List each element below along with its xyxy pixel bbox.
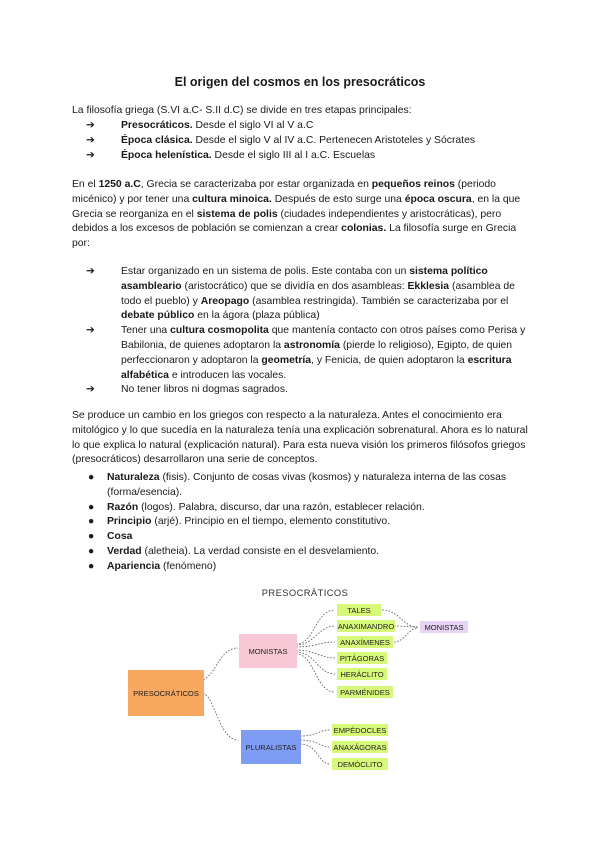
list-item: ● Apariencia (fenómeno) bbox=[72, 560, 532, 575]
bullet-icon: ● bbox=[88, 560, 95, 572]
list-item: ➔ Época helenística. Desde el siglo III al I a.C. Escuelas bbox=[86, 149, 536, 164]
root-node: PRESOCRÁTICOS bbox=[128, 670, 204, 716]
philosopher-node: HERÁCLITO bbox=[337, 668, 387, 680]
arrow-icon: ➔ bbox=[86, 120, 95, 131]
arrow-icon: ➔ bbox=[86, 134, 95, 146]
list-item: ● Principio (arjé). Principio en el tiempo, elemento constitutivo. bbox=[72, 515, 532, 530]
list-item: ➔ Época clásica. Desde el siglo V al IV a.C. Pertenecen Aristoteles y Sócrates bbox=[86, 134, 536, 149]
bullet-icon: ● bbox=[88, 501, 95, 513]
list-item: ● Verdad (aletheia). La verdad consiste en el desvelamiento. bbox=[72, 545, 532, 560]
list-item: ➔ No tener libros ni dogmas sagrados. bbox=[86, 383, 534, 398]
list-item: ● Cosa bbox=[72, 530, 532, 545]
list-item: ➔ Estar organizado en un sistema de polis. Este contaba con un sistema político asambleario (aristocrático) que se dividía en dos asambleas: Ekklesia (asamblea de todo el pueblo) y Areopago (asamblea restringida). También se caracterizaba por el debate público en la ágora (plaza pública) bbox=[86, 266, 515, 322]
monistas-node: MONISTAS bbox=[239, 634, 297, 668]
concepts-list bbox=[72, 471, 532, 575]
philosopher-node: ANAXÁGORAS bbox=[333, 742, 387, 752]
stages-list bbox=[86, 119, 536, 163]
philosopher-node: ANAXÍMENES bbox=[337, 636, 393, 648]
philosopher-node: EMPÉDOCLES bbox=[333, 725, 387, 735]
philosopher-node: TALES bbox=[337, 604, 381, 616]
reasons-list bbox=[86, 265, 534, 398]
list-item: ● Razón (logos). Palabra, discurso, dar una razón, establecer relación. bbox=[72, 501, 532, 516]
pluralistas-node: PLURALISTAS bbox=[241, 730, 301, 764]
arrow-icon: ➔ bbox=[86, 325, 95, 337]
nature-paragraph: Se produce un cambio en los griegos con respecto a la naturaleza. Antes el conocimiento era mitológico y lo que sucedía en la naturaleza tenía una explicación sobrenatural. Ahora es lo natural lo que explica lo natural (explicación natural). Para esta nueva visión los primeros filósofos griegos (presocráticos) desarrollaron una serie de conceptos. bbox=[72, 410, 528, 466]
list-item: ● Naturaleza (fisis). Conjunto de cosas vivas (kosmos) y naturaleza interna de las cosas (forma/esencia). bbox=[88, 472, 507, 498]
bullet-icon: ● bbox=[88, 516, 95, 528]
bullet-icon: ● bbox=[88, 531, 95, 543]
diagram-heading: PRESOCRÁTICOS bbox=[261, 586, 349, 598]
philosopher-node: DEMÓCLITO bbox=[332, 758, 388, 770]
monistas-tag-node: MONISTAS bbox=[420, 621, 468, 633]
history-paragraph: En el 1250 a.C, Grecia se caracterizaba por estar organizada en pequeños reinos (periodo micénico) y por tener una cultura minoica. Después de esto surge una época oscura, en la que Grecia se reorganiza en el sistema de polis (ciudades independientes y aristocráticas), pero debidos a los excesos de población se comienzan a crear colonias. La filosofía surge en Grecia por: bbox=[72, 179, 521, 250]
arrow-icon: ➔ bbox=[86, 384, 95, 396]
philosopher-node: PARMÉNIDES bbox=[337, 686, 393, 698]
list-item: ➔ Tener una cultura cosmopolita que mantenía contacto con otros países como Perisa y Babilonia, de quienes adoptaron la astronomía (pierde lo religioso), Egipto, de quien perfeccionaron y adoptaron la geometría, y Fenicia, de quien adoptaron la escritura alfabética e introducen las vocales. bbox=[86, 325, 526, 381]
page-title: El origen del cosmos en los presocráticos bbox=[174, 75, 426, 89]
bullet-icon: ● bbox=[88, 545, 95, 557]
arrow-icon: ➔ bbox=[86, 149, 95, 161]
intro-paragraph: La filosofía griega (S.VI a.C- S.II d.C) se divide en tres etapas principales: bbox=[72, 105, 412, 116]
philosopher-node: PITÁGORAS bbox=[337, 652, 387, 664]
presocratics-diagram bbox=[0, 580, 600, 780]
list-item: ➔ Presocráticos. Desde el siglo VI al V a.C bbox=[86, 119, 536, 134]
philosopher-node: ANAXIMANDRO bbox=[337, 621, 395, 631]
bullet-icon: ● bbox=[88, 472, 95, 483]
arrow-icon: ➔ bbox=[86, 266, 95, 277]
